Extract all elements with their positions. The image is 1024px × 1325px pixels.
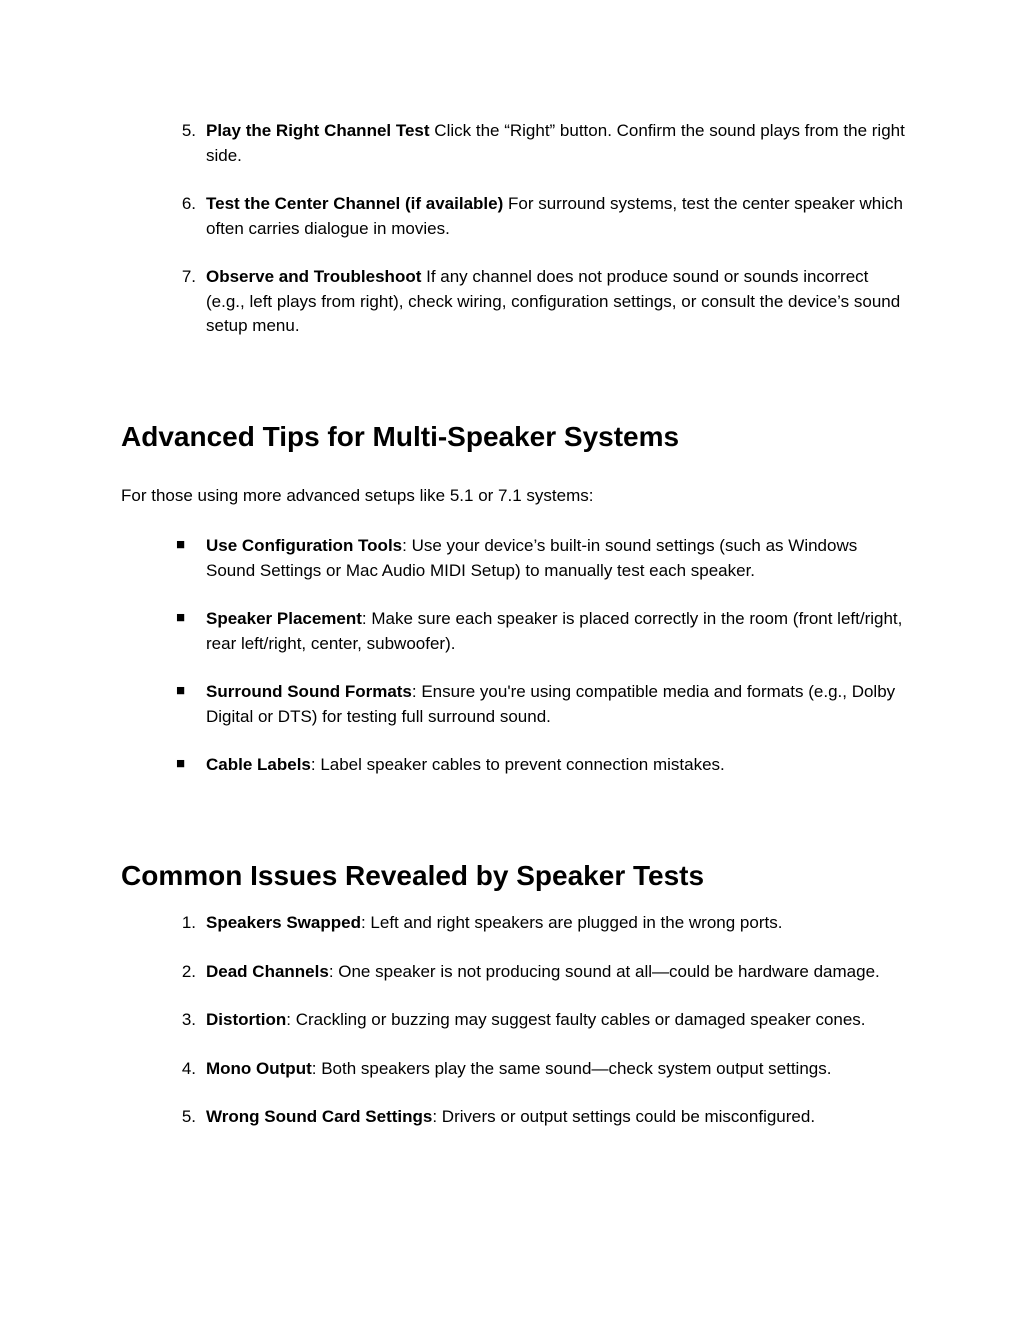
list-number: 7. <box>181 267 196 286</box>
item-text: : Label speaker cables to prevent connection mistakes. <box>310 755 725 774</box>
list-item <box>0 753 1024 778</box>
list-number: 6. <box>181 194 196 213</box>
list-item <box>0 534 1024 583</box>
list-item <box>0 607 1024 656</box>
item-title: Speakers Swapped <box>206 913 361 932</box>
list-number: 4. <box>181 1058 196 1078</box>
square-bullet-icon: ■ <box>176 682 186 699</box>
item-text: : Left and right speakers are plugged in the wrong ports. <box>360 913 783 932</box>
section-heading-advanced: Advanced Tips for Multi-Speaker Systems <box>121 421 680 452</box>
item-text: : One speaker is not producing sound at all—could be hardware damage. <box>328 961 880 981</box>
list-number: 5. <box>181 121 196 140</box>
list-item <box>0 960 1024 985</box>
item-text: : Drivers or output settings could be misconfigured. <box>432 1107 816 1126</box>
item-title: Wrong Sound Card Settings <box>206 1107 433 1126</box>
item-title: Use Configuration Tools <box>206 536 403 555</box>
item-text: Click the “Right” button. Confirm the sound plays from the right side. <box>206 121 905 165</box>
item-text: For surround systems, test the center speaker which often carries dialogue in movies. <box>206 194 903 238</box>
list-number: 3. <box>181 1010 196 1029</box>
advanced-intro: For those using more advanced setups like 5.1 or 7.1 systems: <box>121 486 594 505</box>
item-text: : Use your device’s built-in sound settings (such as Windows Sound Settings or Mac Audio MIDI Setup) to manually test each speaker. <box>206 536 858 580</box>
steps-list <box>0 119 1024 339</box>
square-bullet-icon: ■ <box>176 755 186 772</box>
item-text: : Make sure each speaker is placed correctly in the room (front left/right, rear left/right, center, subwoofer). <box>206 609 903 653</box>
item-title: Test the Center Channel (if available) <box>206 194 504 213</box>
list-number: 1. <box>181 913 196 932</box>
issues-list <box>0 911 1024 1130</box>
item-text: If any channel does not produce sound or sounds incorrect (e.g., left plays from right), check wiring, configuration settings, or consult the device’s sound setup menu. <box>206 267 901 335</box>
item-title: Surround Sound Formats <box>206 682 412 701</box>
item-title: Mono Output <box>206 1058 312 1078</box>
list-number: 5. <box>181 1107 196 1126</box>
list-item <box>0 1008 1024 1033</box>
item-title: Observe and Troubleshoot <box>206 267 422 286</box>
list-item <box>0 265 1024 339</box>
item-title: Distortion <box>206 1010 287 1029</box>
list-item <box>0 1105 1024 1130</box>
section-heading-issues: Common Issues Revealed by Speaker Tests <box>121 860 705 891</box>
list-number: 2. <box>181 961 196 981</box>
square-bullet-icon: ■ <box>176 536 186 553</box>
item-text: : Ensure you're using compatible media and formats (e.g., Dolby Digital or DTS) for testing full surround sound. <box>206 682 896 726</box>
advanced-bullet-list <box>0 534 1024 778</box>
item-title: Cable Labels <box>206 755 311 774</box>
list-item <box>0 1057 1024 1082</box>
list-item <box>0 911 1024 936</box>
list-item <box>0 192 1024 241</box>
item-title: Dead Channels <box>206 961 329 981</box>
item-title: Play the Right Channel Test <box>206 121 430 140</box>
square-bullet-icon: ■ <box>176 609 186 626</box>
item-text: : Crackling or buzzing may suggest faulty cables or damaged speaker cones. <box>286 1010 866 1029</box>
list-item <box>0 119 1024 168</box>
item-title: Speaker Placement <box>206 609 362 628</box>
item-text: : Both speakers play the same sound—check system output settings. <box>311 1058 832 1078</box>
list-item <box>0 680 1024 729</box>
